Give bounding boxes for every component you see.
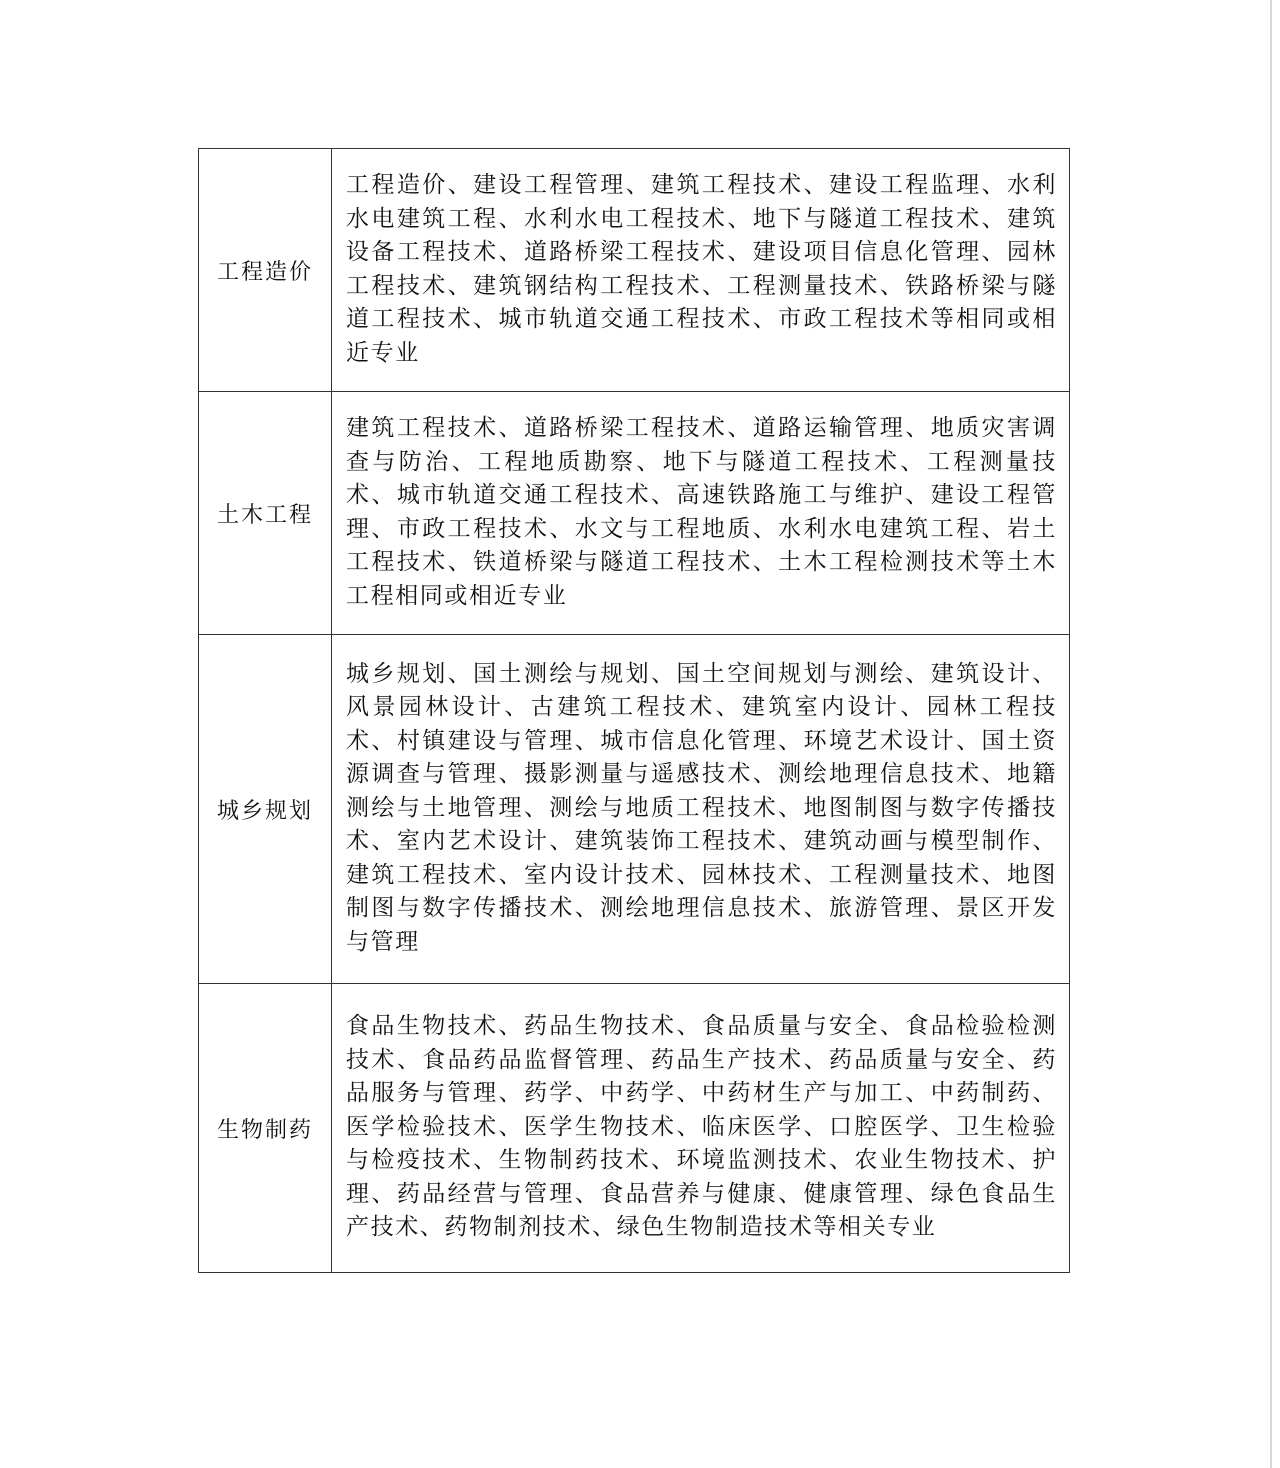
majors-cell: 城乡规划、国土测绘与规划、国土空间规划与测绘、建筑设计、风景园林设计、古建筑工程技术、建筑室内设计、园林工程技术、村镇建设与管理、城市信息化管理、环境艺术设计、国土资源调查与管理、摄影测量与遥感技术、测绘地理信息技术、地籍测绘与土地管理、测绘与地质工程技术、地图制图与数字传播技术、室内艺术设计、建筑装饰工程技术、建筑动画与模型制作、建筑工程技术、室内设计技术、园林技术、工程测量技术、地图制图与数字传播技术、测绘地理信息技术、旅游管理、景区开发与管理	[332, 635, 1070, 984]
category-cell: 土木工程	[199, 392, 332, 635]
category-cell: 城乡规划	[199, 635, 332, 984]
table-row	[199, 984, 1070, 1273]
majors-table	[198, 148, 1070, 1273]
majors-cell: 工程造价、建设工程管理、建筑工程技术、建设工程监理、水利水电建筑工程、水利水电工程技术、地下与隧道工程技术、建筑设备工程技术、道路桥梁工程技术、建设项目信息化管理、园林工程技术、建筑钢结构工程技术、工程测量技术、铁路桥梁与隧道工程技术、城市轨道交通工程技术、市政工程技术等相同或相近专业	[332, 149, 1070, 392]
majors-cell: 食品生物技术、药品生物技术、食品质量与安全、食品检验检测技术、食品药品监督管理、药品生产技术、药品质量与安全、药品服务与管理、药学、中药学、中药材生产与加工、中药制药、医学检验技术、医学生物技术、临床医学、口腔医学、卫生检验与检疫技术、生物制药技术、环境监测技术、农业生物技术、护理、药品经营与管理、食品营养与健康、健康管理、绿色食品生产技术、药物制剂技术、绿色生物制造技术等相关专业	[332, 984, 1070, 1273]
table-row	[199, 635, 1070, 984]
majors-cell: 建筑工程技术、道路桥梁工程技术、道路运输管理、地质灾害调查与防治、工程地质勘察、地下与隧道工程技术、工程测量技术、城市轨道交通工程技术、高速铁路施工与维护、建设工程管理、市政工程技术、水文与工程地质、水利水电建筑工程、岩土工程技术、铁道桥梁与隧道工程技术、土木工程检测技术等土木工程相同或相近专业	[332, 392, 1070, 635]
page-edge-line	[1270, 0, 1272, 1468]
table-row	[199, 149, 1070, 392]
category-cell: 工程造价	[199, 149, 332, 392]
category-cell: 生物制药	[199, 984, 332, 1273]
table-row	[199, 392, 1070, 635]
